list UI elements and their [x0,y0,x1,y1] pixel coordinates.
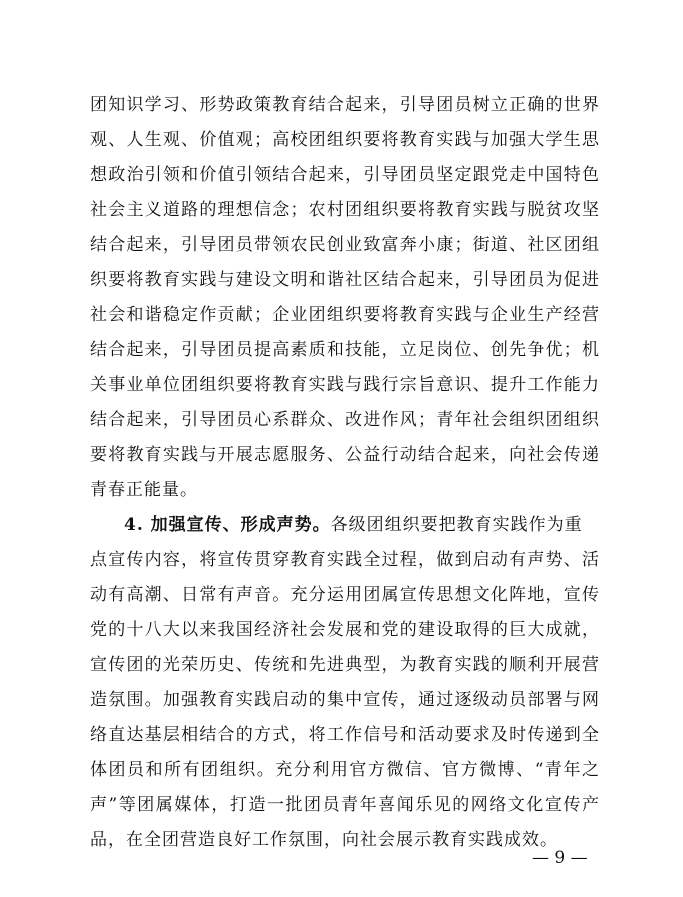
text-line: 要将教育实践与开展志愿服务、公益行动结合起来，向社会传递 [90,445,600,465]
text-line: 社会主义道路的理想信念；农村团组织要将教育实践与脱贫攻坚 [90,200,600,220]
text-line: 结合起来，引导团员心系群众、改进作风；青年社会组织团组织 [90,410,600,430]
section-heading: 4. 加强宣传、形成声势。 [124,515,331,535]
text-line: 品，在全团营造良好工作氛围，向社会展示教育实践成效。 [90,830,558,850]
text-line: 织要将教育实践与建设文明和谐社区结合起来，引导团员为促进 [90,270,600,290]
text-line: 团知识学习、形势政策教育结合起来，引导团员树立正确的世界 [90,95,600,115]
paragraph-first-line [90,508,600,543]
text-line: 关事业单位团组织要将教育实践与践行宗旨意识、提升工作能力 [90,375,600,395]
text-line: 络直达基层相结合的方式，将工作信号和活动要求及时传递到全 [90,725,600,745]
text-line: 结合起来，引导团员带领农民创业致富奔小康；街道、社区团组 [90,235,600,255]
text-line: 社会和谐稳定作贡献；企业团组织要将教育实践与企业生产经营 [90,305,600,325]
text-line: 声”等团属媒体，打造一批团员青年喜闻乐见的网络文化宣传产 [90,795,600,815]
paragraph-2 [90,508,600,858]
text-line: 造氛围。加强教育实践启动的集中宣传，通过逐级动员部署与网 [90,690,600,710]
page-number: — 9 — [532,848,588,868]
text-line: 结合起来，引导团员提高素质和技能，立足岗位、创先争优；机 [90,340,600,360]
text-run: 各级团组织要把教育实践作为重 [330,515,583,535]
text-line: 党的十八大以来我国经济社会发展和党的建设取得的巨大成就， [90,620,600,640]
paragraph-1 [90,88,600,508]
text-line: 体团员和所有团组织。充分利用官方微信、官方微博、“青年之 [90,760,600,780]
body-text [90,88,600,858]
text-line: 动有高潮、日常有声音。充分运用团属宣传思想文化阵地，宣传 [90,585,600,605]
text-line: 宣传团的光荣历史、传统和先进典型，为教育实践的顺利开展营 [90,655,600,675]
text-line: 点宣传内容，将宣传贯穿教育实践全过程，做到启动有声势、活 [90,550,600,570]
text-line: 想政治引领和价值引领结合起来，引导团员坚定跟党走中国特色 [90,165,600,185]
text-line: 观、人生观、价值观；高校团组织要将教育实践与加强大学生思 [90,130,600,150]
text-line: 青春正能量。 [90,480,198,500]
